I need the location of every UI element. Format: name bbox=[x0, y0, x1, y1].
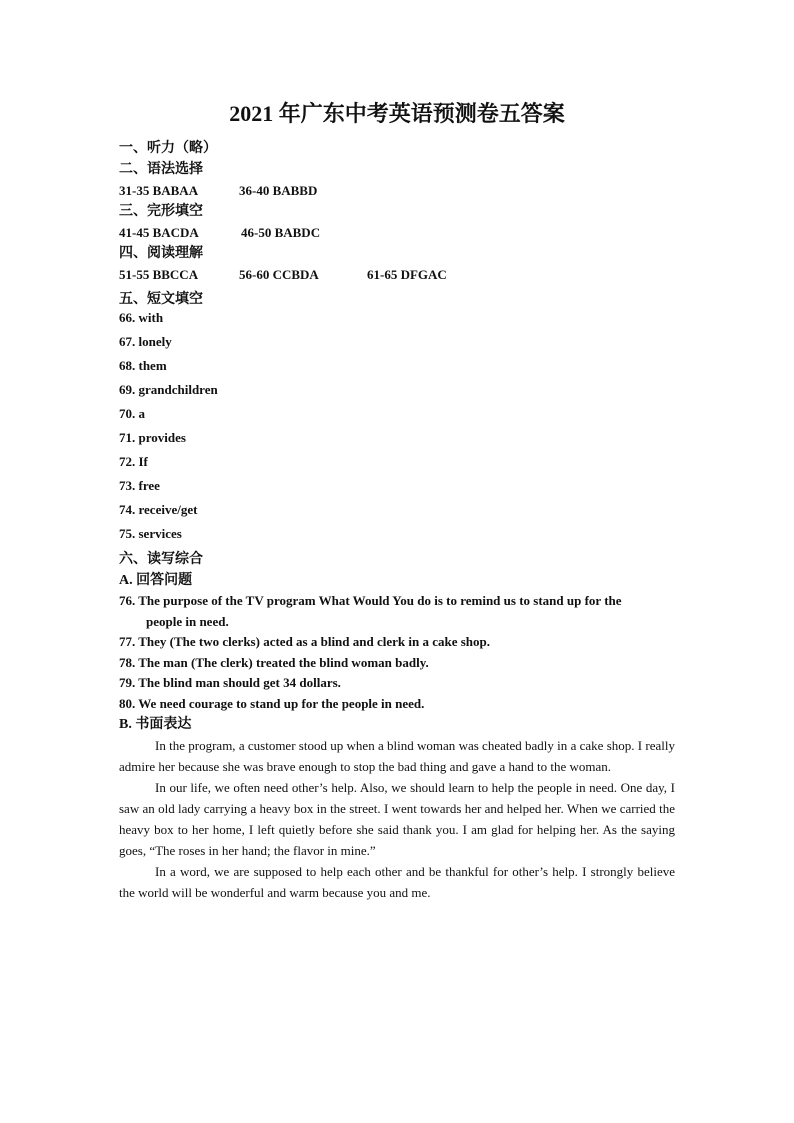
list-item: 75. services bbox=[119, 526, 182, 541]
question-76-line1: 76. The purpose of the TV program What Would You do is to remind us to stand up for the bbox=[119, 593, 622, 608]
list-item: 67. lonely bbox=[119, 334, 172, 349]
answer-group: 46-50 BABDC bbox=[241, 225, 321, 240]
list-item: 66. with bbox=[119, 310, 164, 325]
answer-sheet bbox=[119, 100, 675, 903]
list-item: 74. receive/get bbox=[119, 502, 198, 517]
answer-group: 61-65 DFGAC bbox=[367, 267, 447, 282]
list-item: 70. a bbox=[119, 406, 145, 421]
list-item: 72. If bbox=[119, 454, 148, 469]
answer-group: 56-60 CCBDA bbox=[239, 267, 319, 282]
cloze-answers bbox=[119, 222, 675, 243]
reading-answers bbox=[119, 264, 675, 285]
section-grammar: 二、语法选择 bbox=[119, 162, 203, 177]
answer-group: 51-55 BBCCA bbox=[119, 267, 199, 282]
subsection-answer-questions: A. 回答问题 bbox=[119, 573, 193, 588]
question-78: 78. The man (The clerk) treated the blind woman badly. bbox=[119, 654, 429, 670]
page-title: 2021 年广东中考英语预测卷五答案 bbox=[229, 101, 565, 126]
question-76 bbox=[119, 591, 675, 632]
question-80: 80. We need courage to stand up for the people in need. bbox=[119, 695, 425, 711]
essay-paragraph-3: In a word, we are supposed to help each other and be thankful for other’s help. I strongly believe the world will be wonderful and warm because you and me. bbox=[119, 864, 675, 900]
section-cloze: 三、完形填空 bbox=[119, 204, 203, 219]
essay-paragraph-2: In our life, we often need other’s help. Also, we should learn to help the people in need. One day, I saw an old lady carrying a heavy box in the street. I went towards her and helped her. When we carried the heavy box to her home, I left quietly before she said thank you. I am glad for helping her. As the saying goes, “The roses in her hand; the flavor in mine.” bbox=[119, 780, 675, 858]
grammar-answers bbox=[119, 180, 675, 201]
list-item: 73. free bbox=[119, 478, 160, 493]
section-listening: 一、听力（略） bbox=[119, 141, 217, 156]
list-item: 71. provides bbox=[119, 430, 186, 445]
question-77: 77. They (The two clerks) acted as a blind and clerk in a cake shop. bbox=[119, 634, 491, 649]
answer-group: 41-45 BACDA bbox=[119, 225, 199, 240]
section-reading-writing: 六、读写综合 bbox=[119, 552, 203, 567]
section-fill-blank: 五、短文填空 bbox=[119, 292, 203, 307]
subsection-writing: B. 书面表达 bbox=[119, 717, 192, 732]
answer-group: 36-40 BABBD bbox=[239, 183, 318, 198]
essay-paragraph-1: In the program, a customer stood up when a blind woman was cheated badly in a cake shop. I really admire her because she was brave enough to stop the bad thing and gave a hand to the woman. bbox=[119, 738, 675, 774]
section-reading: 四、阅读理解 bbox=[119, 246, 203, 261]
list-item: 69. grandchildren bbox=[119, 382, 218, 397]
question-76-line2: people in need. bbox=[146, 613, 229, 629]
question-79: 79. The blind man should get 34 dollars. bbox=[119, 675, 341, 690]
list-item: 68. them bbox=[119, 358, 167, 373]
answer-group: 31-35 BABAA bbox=[119, 183, 199, 198]
